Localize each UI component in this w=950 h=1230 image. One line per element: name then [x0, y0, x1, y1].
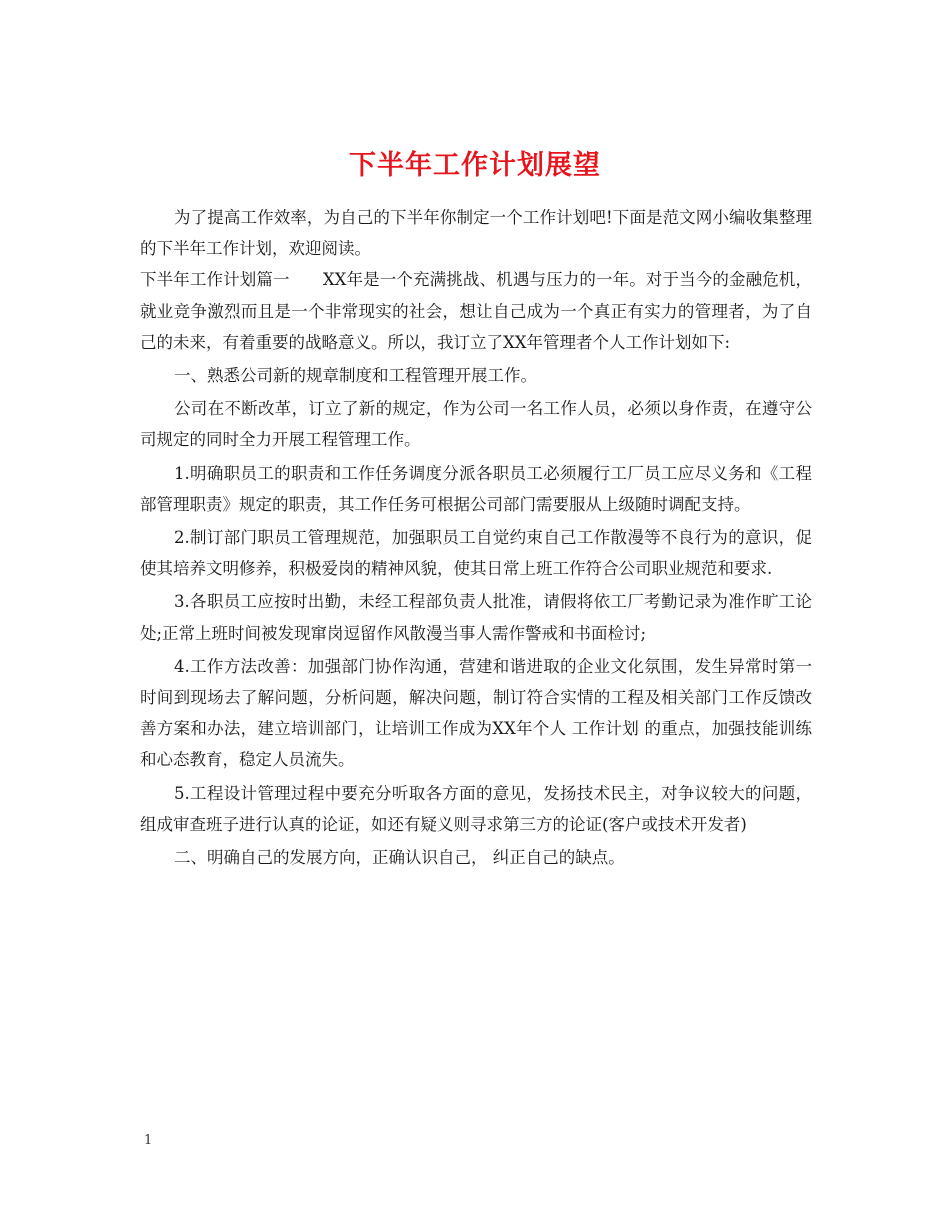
item-2-paragraph: 2.制订部门职员工管理规范，加强职员工自觉约束自己工作散漫等不良行为的意识，促使其培养文明修养，积极爱岗的精神风貌，使其日常上班工作符合公司职业规范和要求.: [140, 528, 812, 579]
item-3-paragraph: 3.各职员工应按时出勤，未经工程部负责人批准，请假将依工厂考勤记录为准作旷工论处;正常上班时间被发现窜岗逗留作风散漫当事人需作警戒和书面检讨;: [140, 592, 812, 643]
item-5-paragraph: 5.工程设计管理过程中要充分听取各方面的意见，发扬技术民主，对争议较大的问题，组成审查班子进行认真的论证，如还有疑义则寻求第三方的论证(客户或技术开发者): [140, 783, 812, 834]
document-title: 下半年工作计划展望: [349, 150, 601, 182]
section-two-heading: 二、明确自己的发展方向，正确认识自己， 纠正自己的缺点。: [174, 848, 625, 868]
company-reform-paragraph: 公司在不断改革，订立了新的规定，作为公司一名工作人员，必须以身作责，在遵守公司规定的同时全力开展工程管理工作。: [140, 399, 812, 450]
page-number: 1: [144, 1133, 153, 1148]
plan-part-one-paragraph: 下半年工作计划篇一 XX年是一个充满挑战、机遇与压力的一年。对于当今的金融危机，就业竞争激烈而且是一个非常现实的社会，想让自己成为一个真正有实力的管理者，为了自己的未来，有着重要的战略意义。所以，我订立了XX年管理者个人工作计划如下:: [140, 270, 812, 352]
intro-paragraph: 为了提高工作效率，为自己的下半年你制定一个工作计划吧!下面是范文网小编收集整理的下半年工作计划，欢迎阅读。: [140, 208, 812, 259]
item-4-paragraph: 4.工作方法改善：加强部门协作沟通，营建和谐进取的企业文化氛围，发生异常时第一时间到现场去了解问题，分析问题，解决问题，制订符合实情的工程及相关部门工作反馈改善方案和办法，建立培训部门，让培训工作成为XX年个人 工作计划 的重点，加强技能训练和心态教育，稳定人员流失。: [140, 656, 812, 770]
section-one-heading: 一、熟悉公司新的规章制度和工程管理开展工作。: [174, 366, 537, 386]
item-1-paragraph: 1.明确职员工的职责和工作任务调度分派各职员工必须履行工厂员工应尽义务和《工程部管理职责》规定的职责，其工作任务可根据公司部门需要服从上级随时调配支持。: [140, 463, 812, 514]
document-body: [140, 202, 812, 873]
